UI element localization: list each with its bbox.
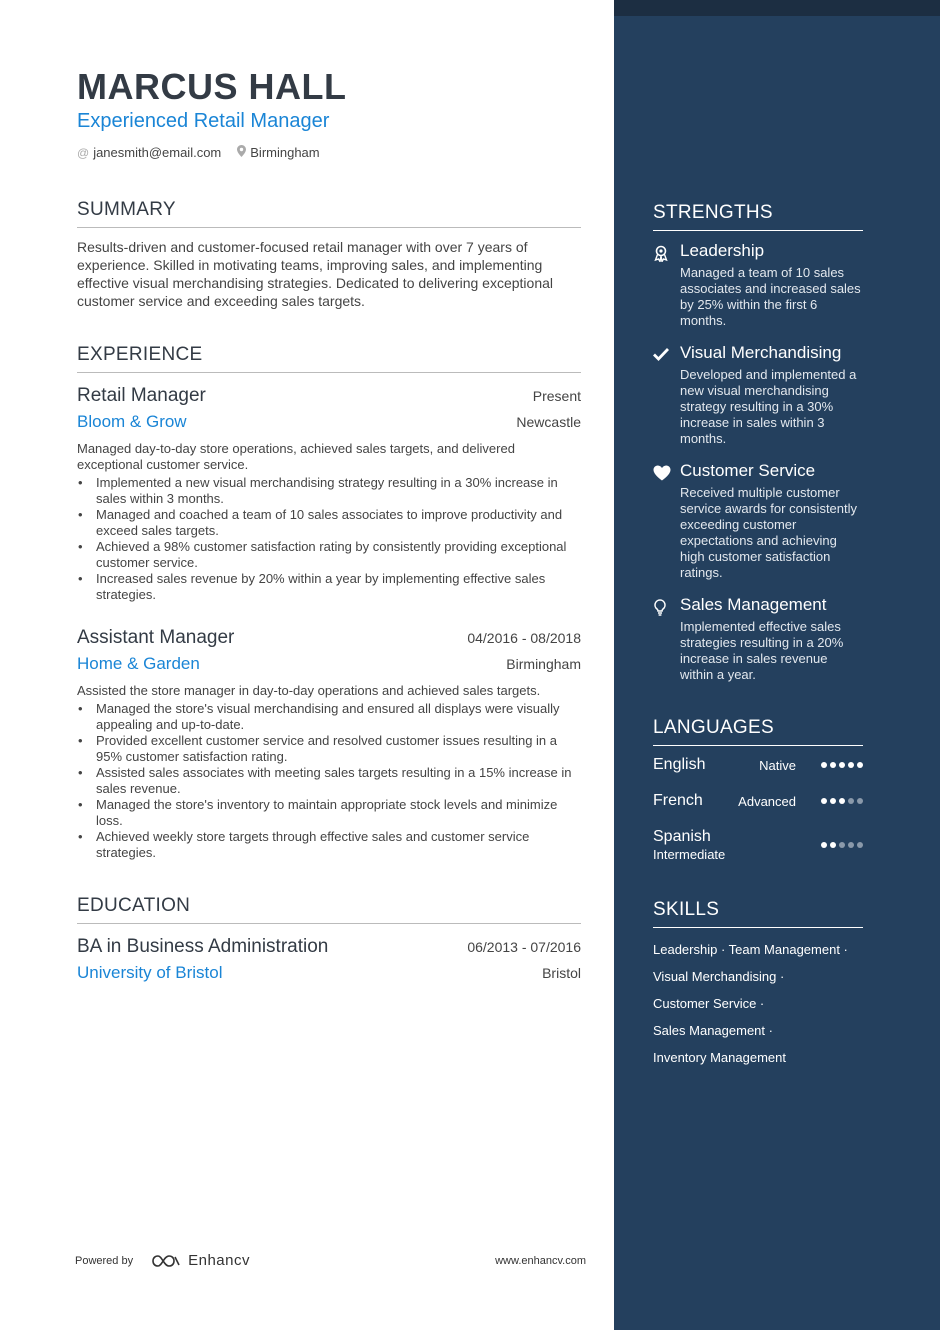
strengths-heading: STRENGTHS	[653, 201, 863, 231]
experience-section	[77, 343, 581, 861]
heart-icon	[653, 461, 680, 581]
skill-line: Customer Service ·	[653, 996, 765, 1011]
skills-list	[653, 936, 863, 1071]
rating-dot	[839, 842, 845, 848]
education-date: 06/2013 - 07/2016	[467, 939, 581, 955]
enhancv-logo-icon	[151, 1254, 181, 1268]
job-title: Assistant Manager	[77, 627, 235, 648]
experience-heading: EXPERIENCE	[77, 343, 581, 373]
footer-brand	[75, 1252, 250, 1269]
languages-heading: LANGUAGES	[653, 716, 863, 746]
language-name: English	[653, 756, 706, 773]
job-bullets	[77, 701, 581, 861]
sidebar-top-bar	[614, 0, 940, 16]
job-bullets	[77, 475, 581, 603]
language-name: Spanish	[653, 828, 711, 845]
job-company: Bloom & Grow	[77, 412, 187, 431]
job-bullet: • Achieved weekly store targets through effective sales and customer service strategies.	[77, 829, 581, 861]
language-item	[653, 792, 863, 810]
rating-dot	[857, 762, 863, 768]
contact-location	[237, 145, 319, 161]
rating-dot	[830, 842, 836, 848]
education-location: Bristol	[542, 965, 581, 981]
job-title: Retail Manager	[77, 385, 206, 406]
powered-by-text: Powered by	[75, 1254, 134, 1267]
job-company: Home & Garden	[77, 654, 200, 673]
rating-dot	[839, 762, 845, 768]
job-location: Birmingham	[506, 656, 581, 672]
strength-item	[653, 241, 863, 329]
job-date: Present	[532, 388, 581, 404]
job-bullet: • Achieved a 98% customer satisfaction rating by consistently providing exceptional customer service.	[77, 539, 581, 571]
strength-item	[653, 343, 863, 447]
lightbulb-icon	[653, 595, 680, 683]
skills-heading: SKILLS	[653, 898, 863, 928]
at-sign-icon: @	[77, 146, 90, 160]
job-description: Managed day-to-day store operations, achieved sales targets, and delivered exceptional customer service.	[77, 441, 515, 472]
job-description: Assisted the store manager in day-to-day operations and achieved sales targets.	[77, 683, 541, 698]
rating-dot	[848, 842, 854, 848]
languages-section	[653, 716, 863, 862]
job-bullet: • Managed and coached a team of 10 sales associates to improve productivity and exceed sales targets.	[77, 507, 581, 539]
summary-heading: SUMMARY	[77, 198, 581, 228]
language-level: Native	[759, 757, 796, 773]
location-text: Birmingham	[250, 145, 320, 160]
candidate-title: Experienced Retail Manager	[77, 110, 330, 132]
sidebar	[614, 0, 940, 1330]
email-text: janesmith@email.com	[93, 145, 222, 160]
language-rating	[818, 842, 863, 848]
strengths-section	[653, 201, 863, 683]
rating-dot	[821, 798, 827, 804]
skill-line: Leadership · Team Management ·	[653, 942, 848, 957]
language-item	[653, 828, 863, 862]
skills-section	[653, 898, 863, 1071]
enhancv-logo[interactable]	[151, 1252, 250, 1269]
summary-text: Results-driven and customer-focused retail manager with over 7 years of experience. Skilled in motivating teams, improving sales, and implementing effective visual merchandising strategies. Dedicated to delivering exceptional customer service and exceeding sales targets.	[77, 239, 554, 309]
rating-dot	[857, 842, 863, 848]
language-level: Intermediate	[653, 847, 726, 862]
strength-desc: Received multiple customer service awards for consistently exceeding customer expectations and achieving high customer satisfaction ratings.	[680, 485, 858, 580]
job-bullet: • Managed the store's visual merchandising and ensured all displays were visually appealing and up-to-date.	[77, 701, 581, 733]
strength-name: Customer Service	[680, 461, 816, 480]
skill-line: Visual Merchandising ·	[653, 969, 785, 984]
candidate-name: MARCUS HALL	[77, 66, 347, 107]
language-rating	[818, 798, 863, 804]
contact-info	[77, 145, 581, 161]
education-heading: EDUCATION	[77, 894, 581, 924]
language-rating	[818, 762, 863, 768]
rating-dot	[857, 798, 863, 804]
language-item	[653, 756, 863, 774]
job-bullet: • Managed the store's inventory to maintain appropriate stock levels and minimize loss.	[77, 797, 581, 829]
strength-desc: Managed a team of 10 sales associates and increased sales by 25% within the first 6 months.	[680, 265, 861, 328]
job-date: 04/2016 - 08/2018	[467, 630, 581, 646]
job-bullet: • Assisted sales associates with meeting sales targets resulting in a 15% increase in sales revenue.	[77, 765, 581, 797]
footer-url[interactable]: www.enhancv.com	[495, 1254, 586, 1267]
job-location: Newcastle	[516, 414, 581, 430]
job-entry	[77, 625, 581, 861]
job-entry	[77, 383, 581, 603]
job-bullet: • Increased sales revenue by 20% within a year by implementing effective sales strategies.	[77, 571, 581, 603]
rating-dot	[821, 762, 827, 768]
location-pin-icon	[237, 145, 246, 161]
skill-line: Inventory Management	[653, 1050, 786, 1065]
skill-line: Sales Management ·	[653, 1023, 773, 1038]
job-bullet: • Provided excellent customer service and resolved customer issues resulting in a 95% customer satisfaction rating.	[77, 733, 581, 765]
footer	[75, 1252, 586, 1269]
summary-section	[77, 198, 581, 310]
language-name: French	[653, 792, 703, 809]
brand-name: Enhancv	[188, 1252, 250, 1269]
rating-dot	[830, 762, 836, 768]
award-icon	[653, 241, 680, 329]
contact-email[interactable]	[77, 145, 221, 161]
school: University of Bristol	[77, 963, 223, 982]
language-level: Advanced	[738, 793, 796, 809]
job-bullet: • Implemented a new visual merchandising strategy resulting in a 30% increase in sales within 3 months.	[77, 475, 581, 507]
rating-dot	[839, 798, 845, 804]
strength-desc: Developed and implemented a new visual merchandising strategy resulting in a 30% increase in sales within 3 months.	[680, 367, 857, 446]
language-name-block	[653, 828, 725, 862]
rating-dot	[848, 762, 854, 768]
strength-name: Visual Merchandising	[680, 343, 842, 362]
strength-item	[653, 461, 863, 581]
education-entry	[77, 934, 581, 986]
rating-dot	[830, 798, 836, 804]
education-section	[77, 894, 581, 986]
checkmark-icon	[653, 343, 680, 447]
strength-desc: Implemented effective sales strategies resulting in a 20% increase in sales revenue within a year.	[680, 619, 844, 682]
strength-name: Leadership	[680, 241, 765, 260]
strength-item	[653, 595, 863, 683]
rating-dot	[848, 798, 854, 804]
rating-dot	[821, 842, 827, 848]
degree: BA in Business Administration	[77, 936, 329, 957]
strength-name: Sales Management	[680, 595, 827, 614]
